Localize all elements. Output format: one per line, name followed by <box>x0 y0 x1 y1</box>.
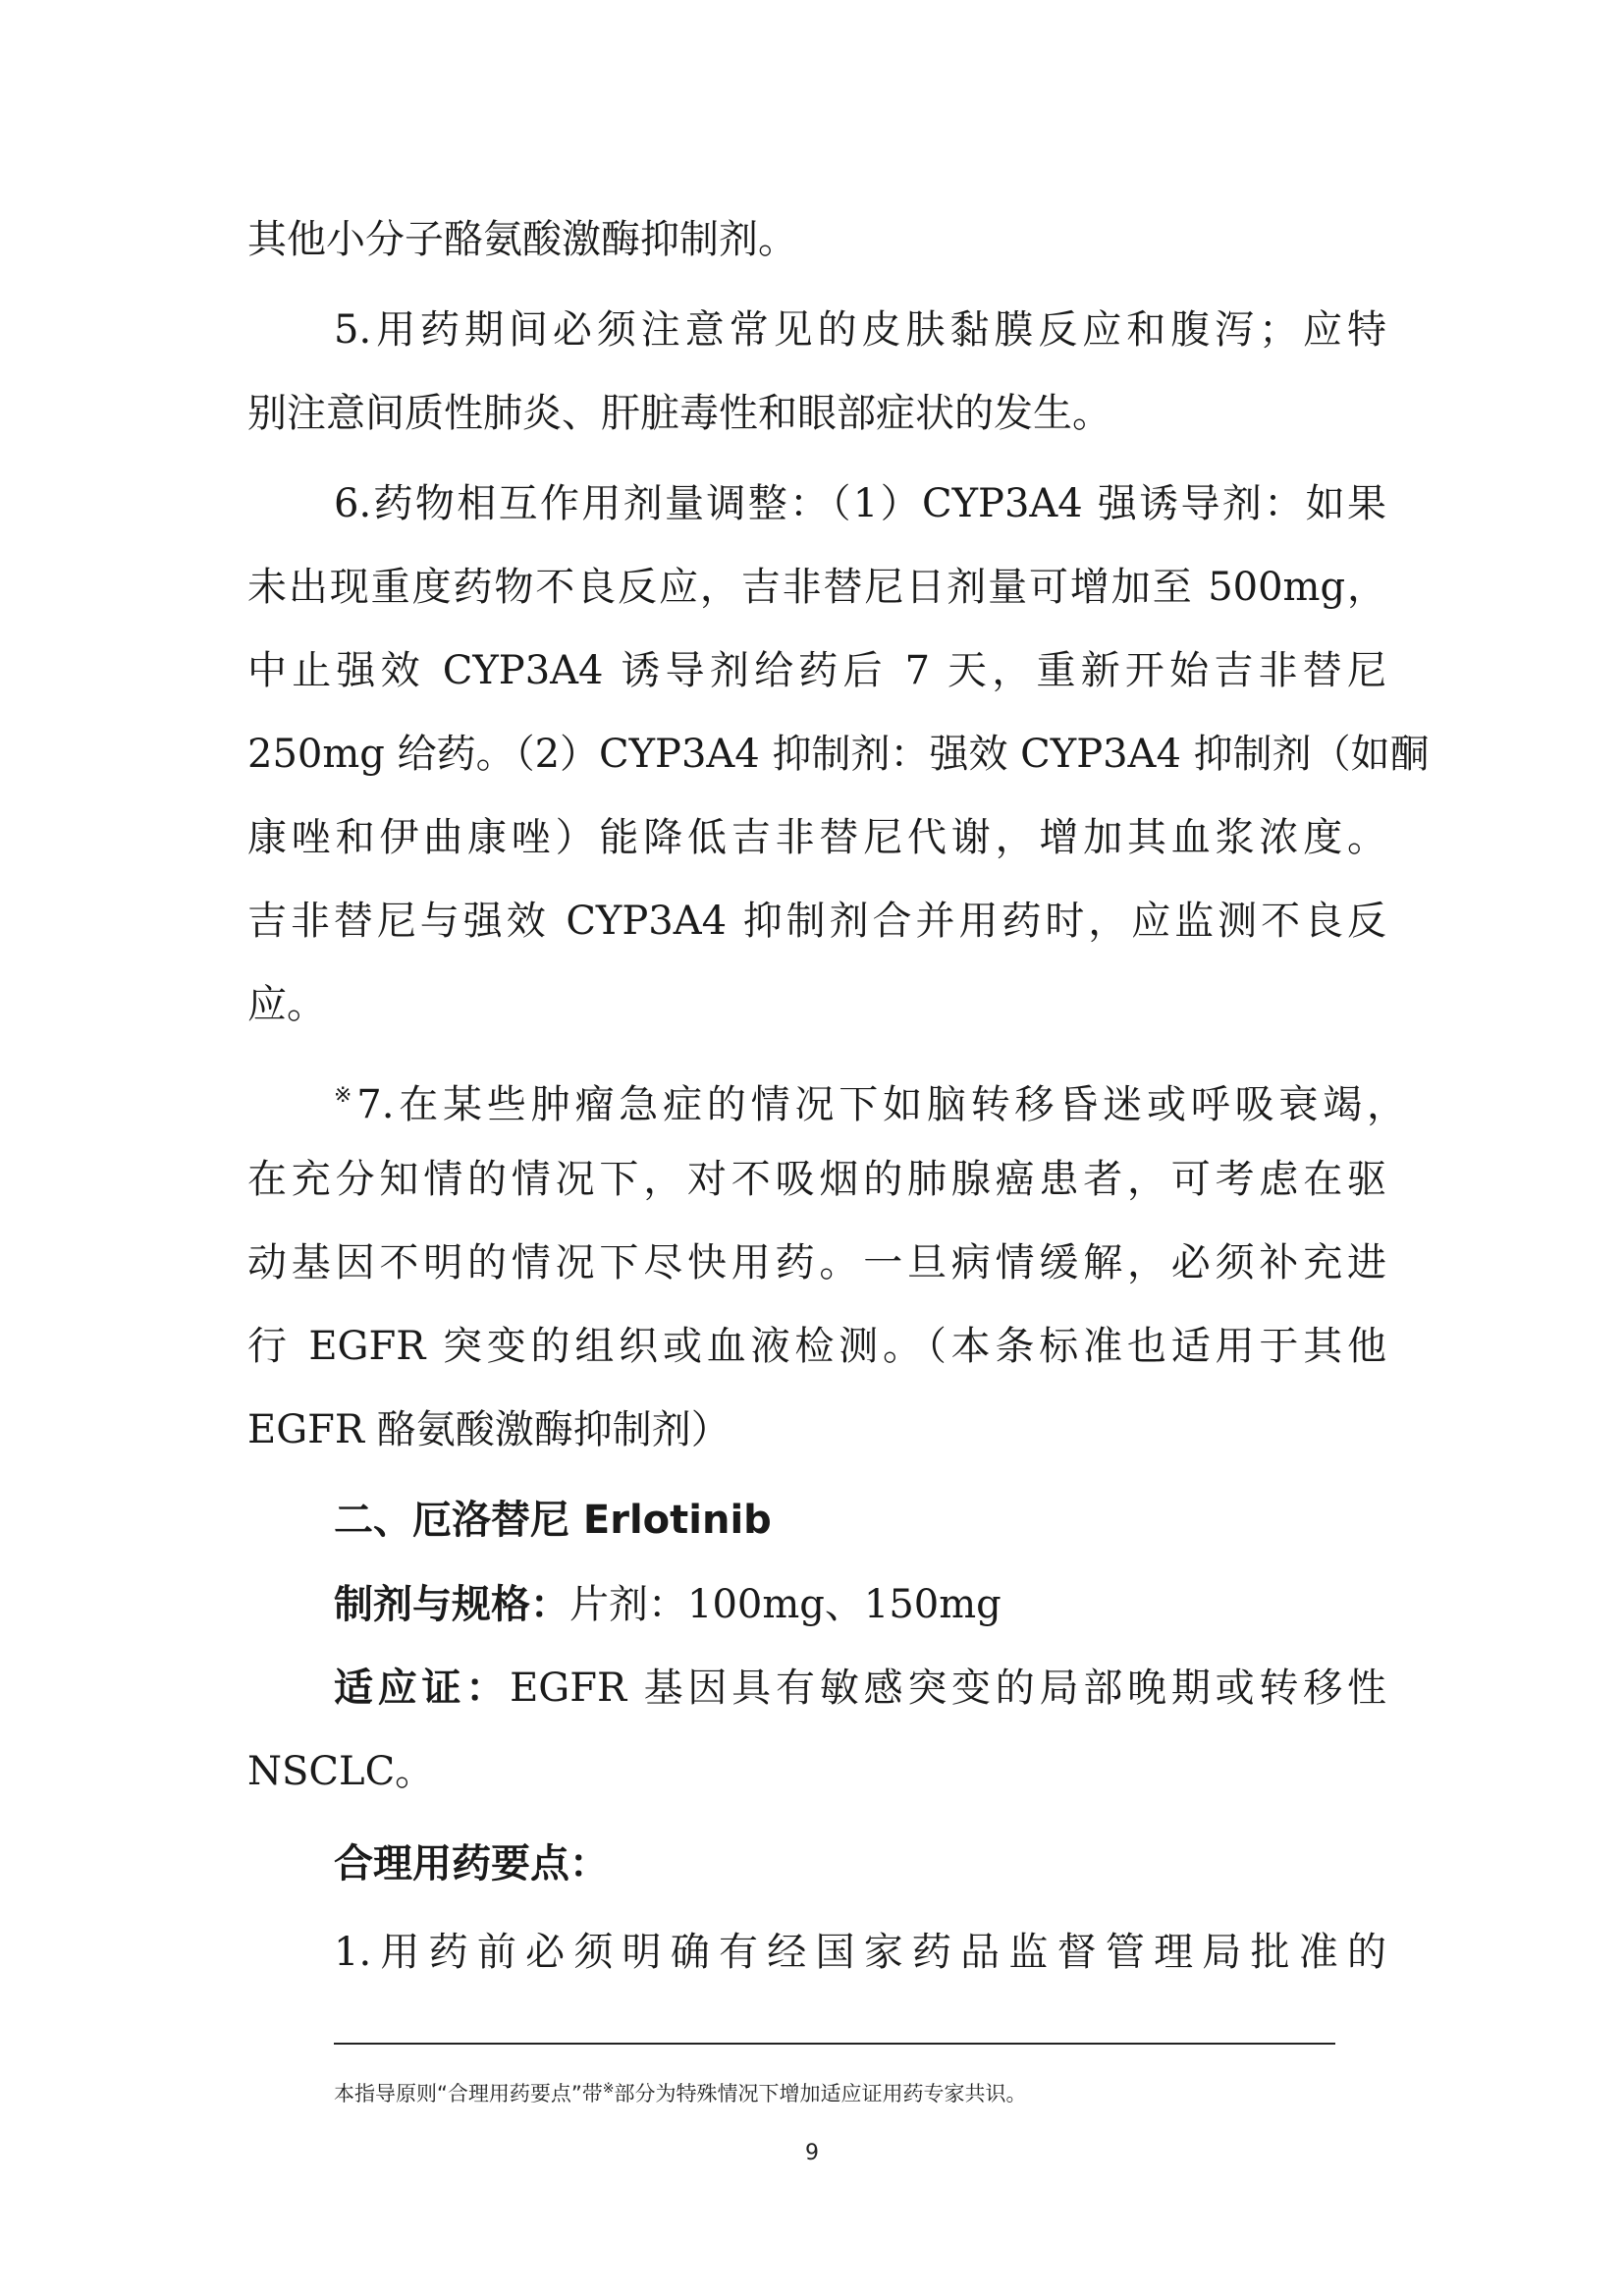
body-line-12: 在充分知情的情况下，对不吸烟的肺腺癌患者，可考虑在驱 <box>247 1157 1386 1202</box>
body-line-2: 5.用药期间必须注意常见的皮肤黏膜反应和腹泻；应特 <box>334 307 1386 353</box>
body-line-1: 其他小分子酪氨酸激酶抑制剂。 <box>247 217 797 262</box>
footnote-text-before: 本指导原则“合理用药要点”带 <box>334 2082 603 2105</box>
footnote-mark: ※ <box>602 2081 615 2097</box>
footnote-text-after: 部分为特殊情况下增加适应证用药专家共识。 <box>614 2082 1027 2105</box>
body-line-9: 吉非替尼与强效 CYP3A4 抑制剂合并用药时，应监测不良反 <box>247 899 1386 944</box>
body-line-13: 动基因不明的情况下尽快用药。一旦病情缓解，必须补充进 <box>247 1240 1386 1285</box>
indication-value-1: EGFR 基因具有敏感突变的局部晚期或转移性 <box>510 1666 1387 1711</box>
body-line-3: 别注意间质性肺炎、肝脏毒性和眼部症状的发生。 <box>247 391 1111 436</box>
body-line-4: 6.药物相互作用剂量调整：（1）CYP3A4 强诱导剂：如果 <box>334 481 1386 526</box>
indication-label: 适应证： <box>334 1666 511 1711</box>
spec-value: 片剂：100mg、150mg <box>569 1582 1001 1627</box>
body-line-6: 中止强效 CYP3A4 诱导剂给药后 7 天，重新开始吉非替尼 <box>247 648 1386 693</box>
section-heading: 二、厄洛替尼 Erlotinib <box>334 1498 772 1543</box>
footnote <box>334 2074 1027 2108</box>
indication-line-2: NSCLC。 <box>247 1749 435 1794</box>
spec-label: 制剂与规格： <box>334 1582 569 1627</box>
spec-line <box>334 1579 1001 1630</box>
page-number: 9 <box>805 2141 819 2165</box>
body-line-5: 未出现重度药物不良反应，吉非替尼日剂量可增加至 500mg， <box>247 565 1386 610</box>
special-case-mark: ※ <box>334 1083 357 1108</box>
body-line-15: EGFR 酪氨酸激酶抑制剂） <box>247 1407 731 1452</box>
body-line-10: 应。 <box>247 982 326 1027</box>
body-line-7: 250mg 给药。（2）CYP3A4 抑制剂：强效 CYP3A4 抑制剂（如酮 <box>247 732 1430 777</box>
body-line-14: 行 EGFR 突变的组织或血液检测。（本条标准也适用于其他 <box>247 1324 1386 1369</box>
point-1-line: 1.用药前必须明确有经国家药品监督管理局批准的 <box>334 1930 1386 1975</box>
points-heading: 合理用药要点： <box>334 1841 609 1886</box>
body-line-11-text: 7.在某些肿瘤急症的情况下如脑转移昏迷或呼吸衰竭， <box>356 1082 1406 1127</box>
indication-line-1 <box>334 1663 1386 1714</box>
body-line-11 <box>334 1070 1406 1130</box>
footnote-divider <box>334 2043 1335 2045</box>
body-line-8: 康唑和伊曲康唑）能降低吉非替尼代谢，增加其血浆浓度。 <box>247 815 1386 860</box>
